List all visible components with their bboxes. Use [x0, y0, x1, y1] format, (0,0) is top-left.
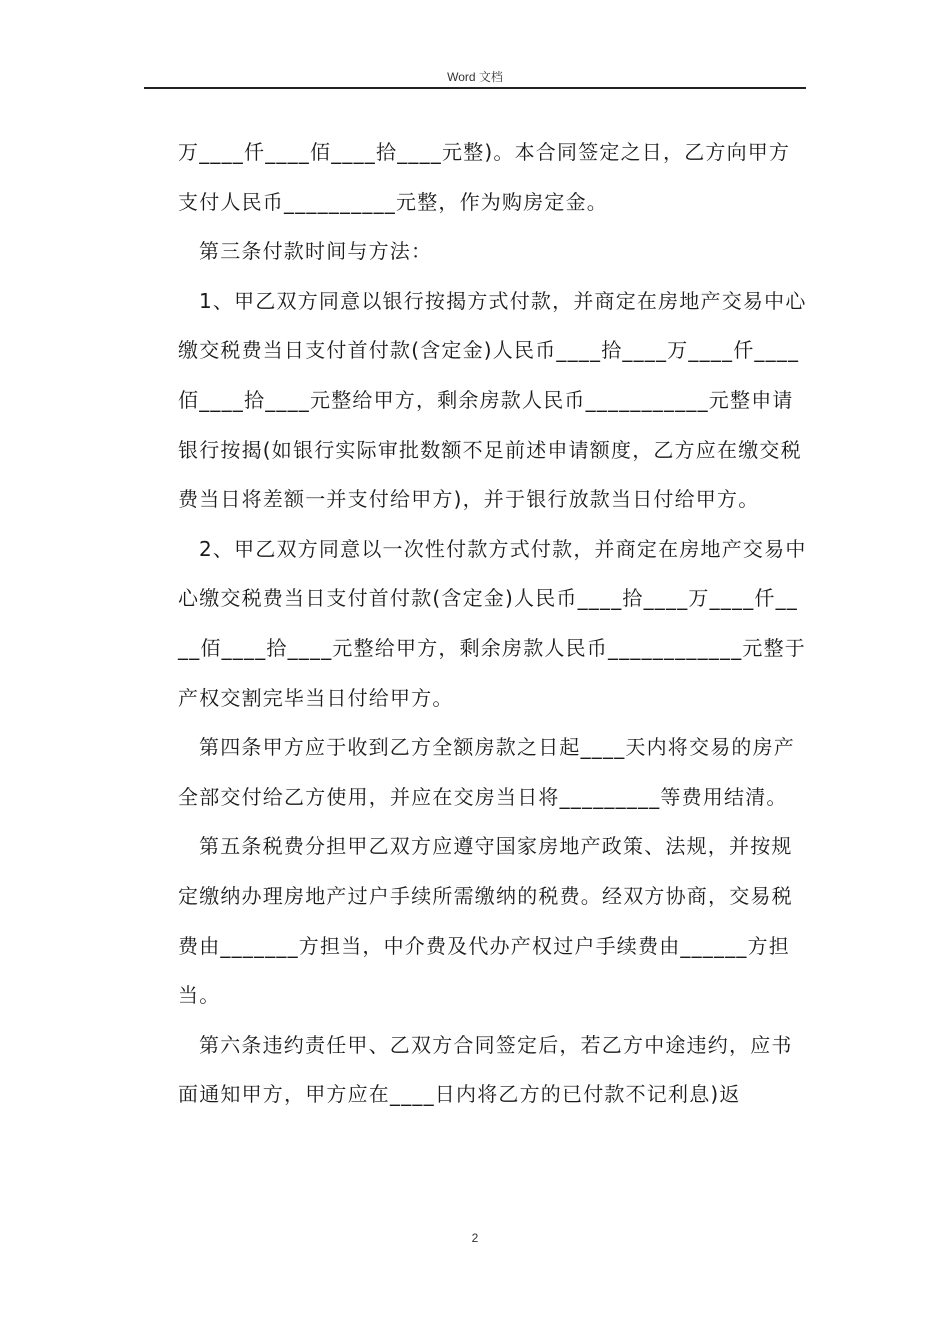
document-body — [178, 128, 808, 1120]
page-number: 2 — [471, 1231, 479, 1245]
header-divider — [144, 87, 806, 89]
paragraph-article-3-item-2: 2、甲乙双方同意以一次性付款方式付款，并商定在房地产交易中心缴交税费当日支付首付款(含定金)人民币____拾____万____仟____佰____拾____元整给甲方，剩余房款人民币____________元整于产权交割完毕当日付给甲方。 — [178, 536, 807, 710]
paragraph-continuation: 万____仟____佰____拾____元整)。本合同签定之日，乙方向甲方支付人民币__________元整，作为购房定金。 — [178, 140, 791, 214]
paragraph-article-3-item-1: 1、甲乙双方同意以银行按揭方式付款，并商定在房地产交易中心缴交税费当日支付首付款(含定金)人民币____拾____万____仟____佰____拾____元整给甲方，剩余房款人民币___________元整申请银行按揭(如银行实际审批数额不足前述申请额度，乙方应在缴交税费当日将差额一并支付给甲方)，并于银行放款当日付给甲方。 — [178, 288, 807, 512]
paragraph-article-4: 第四条甲方应于收到乙方全额房款之日起____天内将交易的房产全部交付给乙方使用，并应在交房当日将_________等费用结清。 — [178, 735, 795, 809]
paragraph-article-3-title: 第三条付款时间与方法： — [199, 239, 433, 264]
paragraph-article-6: 第六条违约责任甲、乙双方合同签定后，若乙方中途违约，应书面通知甲方，甲方应在____日内将乙方的已付款不记利息)返 — [178, 1032, 793, 1107]
paragraph-article-5: 第五条税费分担甲乙双方应遵守国家房地产政策、法规，并按规定缴纳办理房地产过户手续所需缴纳的税费。经双方协商，交易税费由_______方担当，中介费及代办产权过户手续费由______方担当。 — [178, 834, 793, 1008]
page-header: Word 文档 — [447, 70, 503, 84]
